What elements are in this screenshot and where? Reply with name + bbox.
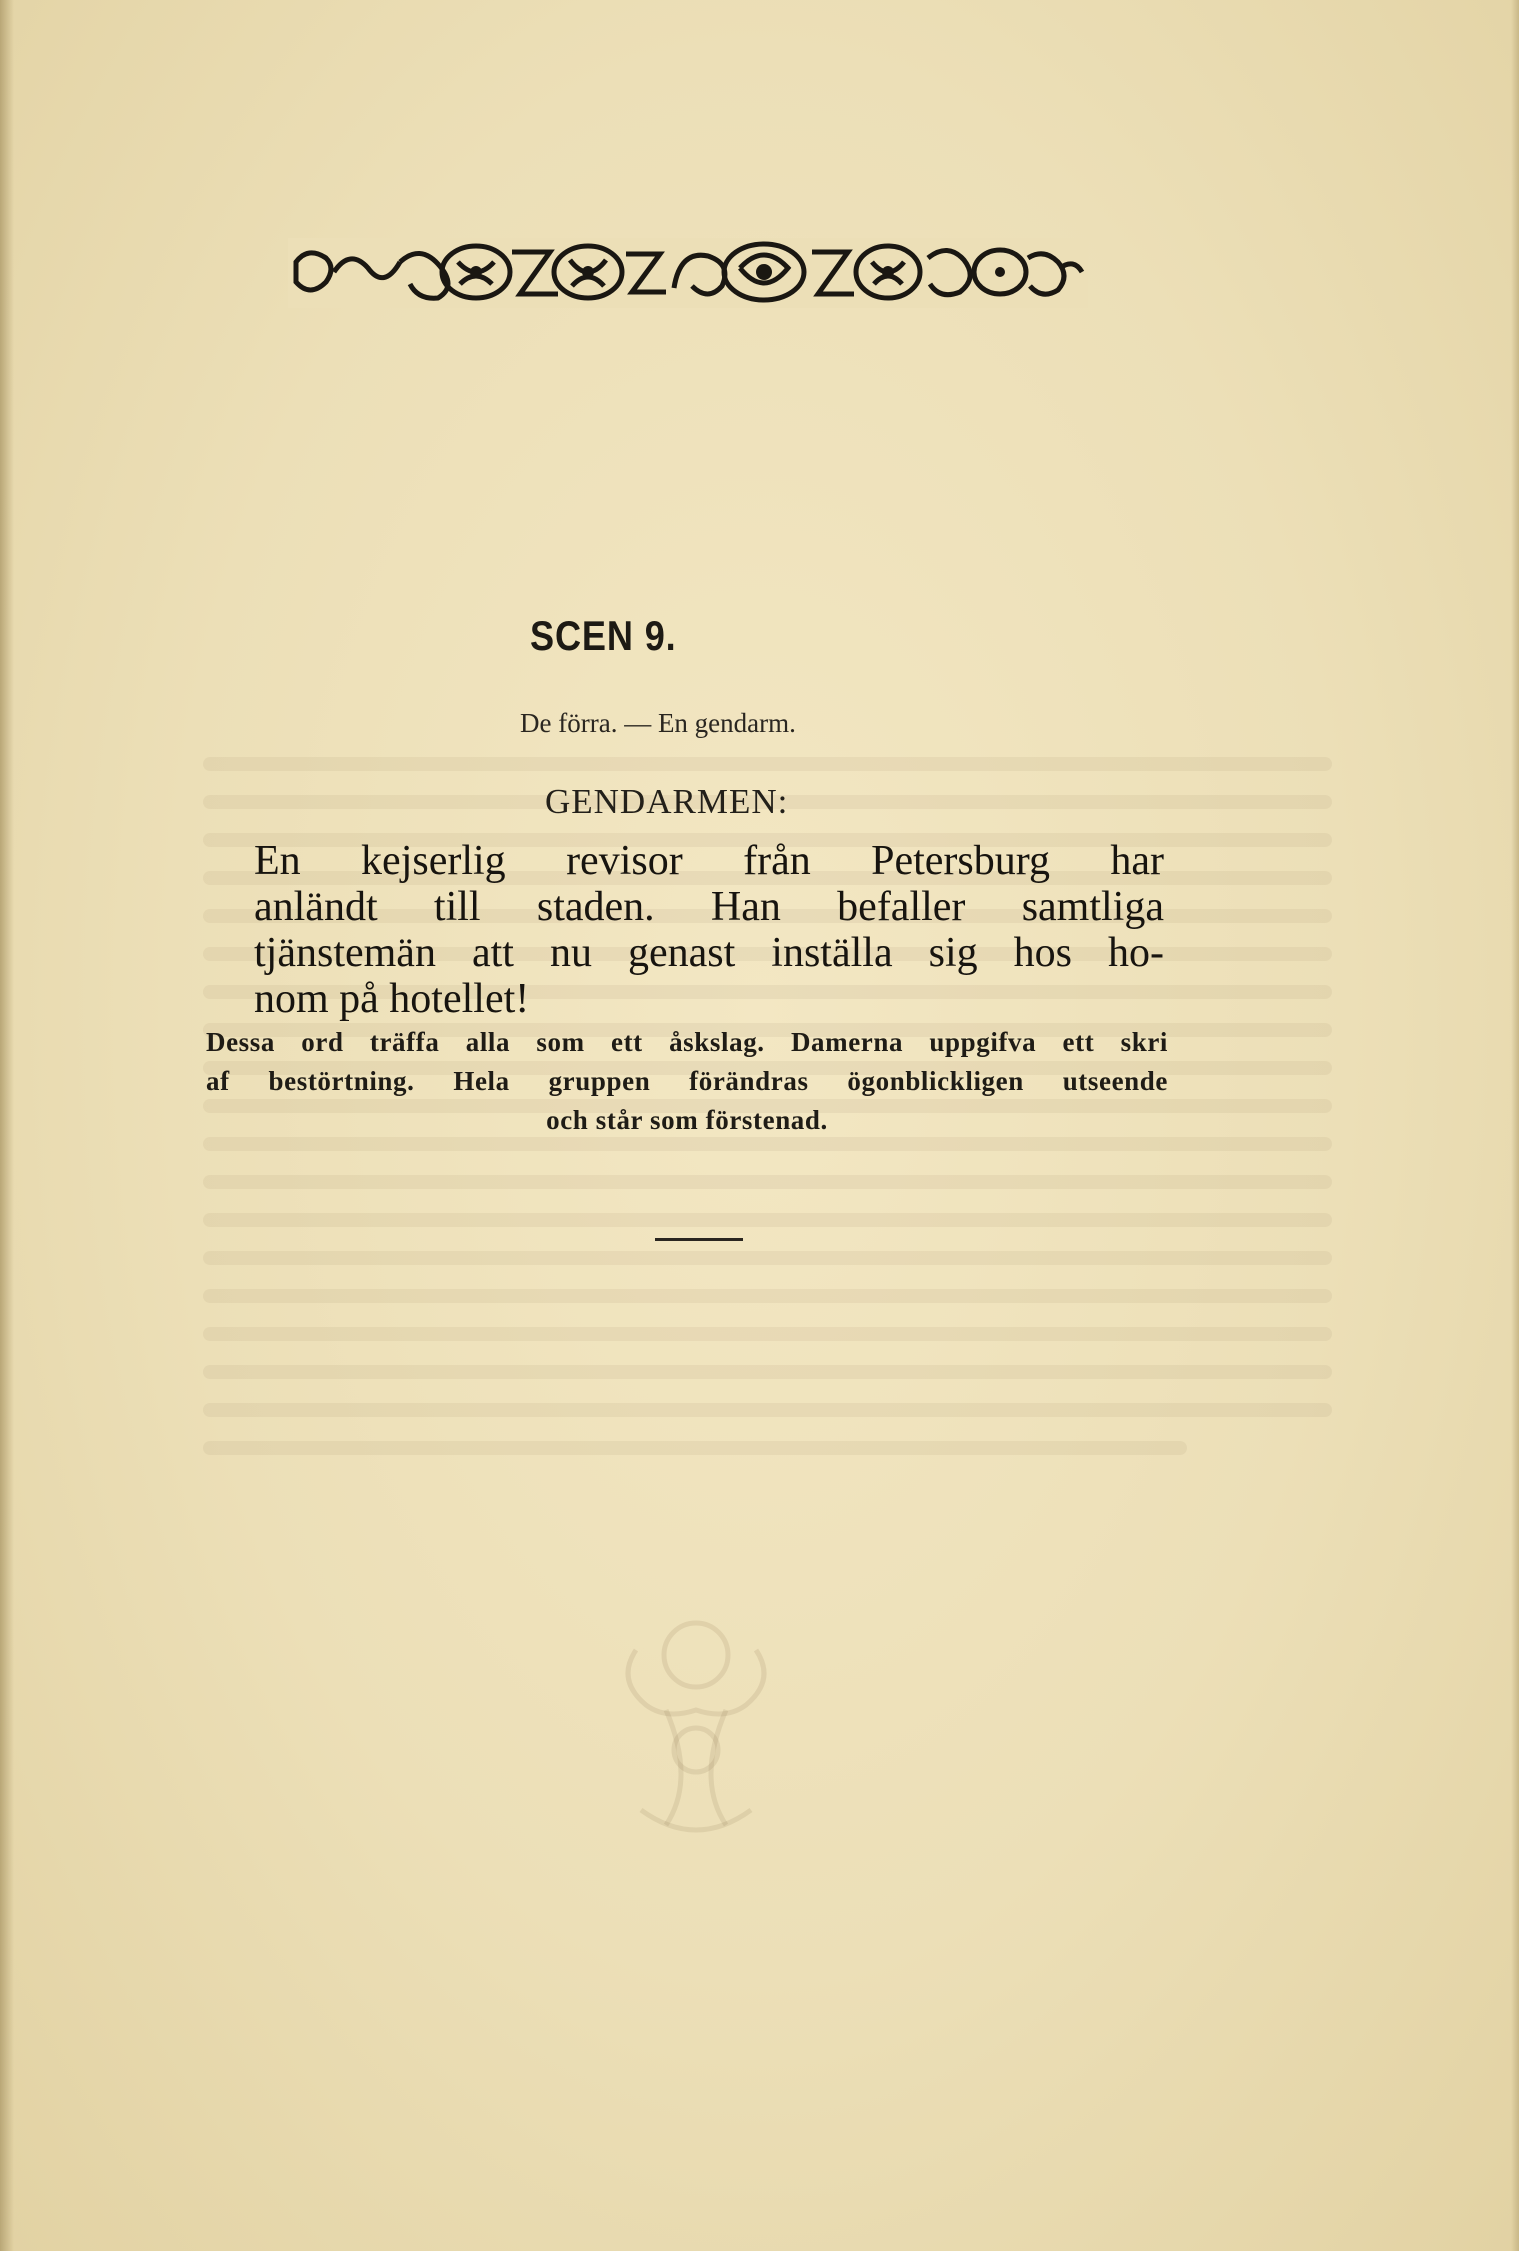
end-rule (655, 1238, 743, 1241)
scene-heading: SCEN 9. (530, 612, 677, 659)
art-nouveau-border-icon (288, 238, 1088, 308)
cast-list: De förra. — En gendarm. (520, 708, 796, 738)
dialogue-line: En kejserlig revisor från Petersburg har (254, 838, 1164, 884)
stage-direction-line: Dessa ord träffa alla som ett åskslag. Damerna uppgifva ett skri (206, 1027, 1168, 1057)
bleed-through-emblem-icon (606, 1610, 786, 1840)
stage-direction-line: af bestörtning. Hela gruppen förändras ögonblickligen utseende (206, 1066, 1168, 1096)
dialogue-block (254, 838, 1164, 1022)
dialogue-line: tjänstemän att nu genast inställa sig hos ho- (254, 930, 1164, 976)
dialogue-line: anländt till staden. Han befaller samtliga (254, 884, 1164, 930)
stage-direction (206, 1023, 1168, 1140)
speaker-name: GENDARMEN: (545, 782, 789, 821)
page-edge-shadow-right (1511, 0, 1519, 2251)
dialogue-line: nom på hotellet! (254, 976, 530, 1022)
stage-direction-line: och står som förstenad. (546, 1105, 828, 1135)
page-edge-shadow-left (0, 0, 14, 2251)
